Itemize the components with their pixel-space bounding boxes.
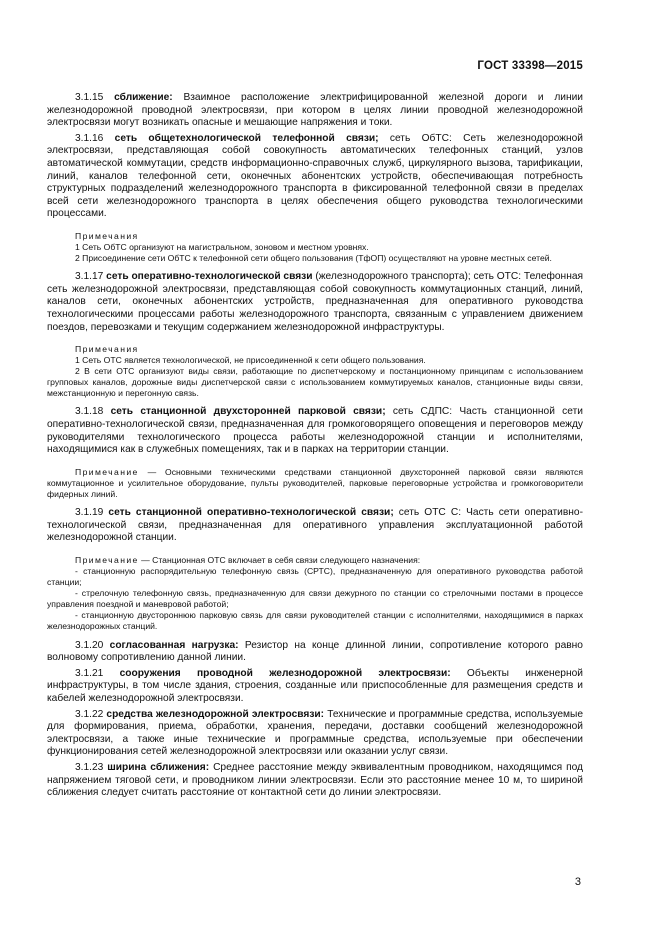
term-3-1-22: [47, 709, 583, 759]
note-text: — Станционная ОТС включает в себя связи следующего назначения:: [141, 554, 421, 565]
term-definition: (железнодорожного транспорта); сеть ОТС: Телефонная сеть железнодорожной электросвязи, представляющая собой совокупность коммутационных станций, линий, каналов сети, оконечных абонентских устройств, предназначенная для оперативного руководства технологическими процессами работы железнодорожного транспорта, связанным с управлением движением поездов, перевозками и текущим содержанием железнодорожной инфраструктуры.: [47, 271, 583, 333]
note-list-item: - станционную двустороннюю парковую связь для связи руководителей станции с исполнителями, находящимися в парках железнодорожных станций.: [47, 610, 583, 632]
notes-heading: Примечания: [75, 344, 139, 355]
page-number: 3: [574, 876, 581, 888]
term-title: сближение:: [114, 92, 173, 103]
note-list-item: - станционную распорядительную телефонную связь (СРТС), предназначенную для оперативного руководства работой станции;: [47, 566, 583, 588]
term-title: сеть станционной двухсторонней парковой связи;: [110, 406, 386, 418]
term-title: сеть оперативно-технологической связи: [106, 271, 313, 283]
notes-heading: Примечания: [75, 230, 139, 241]
term-title: сеть станционной оперативно-технологической связи;: [108, 507, 394, 519]
note-item: [47, 467, 583, 500]
term-definition: Объекты инженерной инфраструктуры, в том числе здания, строения, созданные или приспособленные для размещения средств и кабелей железнодорожной электросвязи.: [47, 667, 583, 704]
term-title: сеть общетехнологической телефонной связи;: [114, 132, 379, 144]
clause-number: 3.1.16: [75, 132, 104, 144]
note-item: 1 Сеть ОбТС организуют на магистральном, зоновом и местном уровнях.: [75, 241, 369, 252]
term-definition: сеть ОбТС: Сеть железнодорожной электросвязи, представляющая собой совокупность автоматических телефонных станций, узлов автоматической коммутации, средств информационно-справочных служб, циркулярного вызова, тарификации, линий, каналов телефонной сети, оконечных абонентских устройств, обеспечивающая потребность структурных подразделений железнодорожного транспорта в фиксированной телефонной связи в пределах всей сети железнодорожного транспорта в целях обеспечения общего руководства технологическими процессами.: [47, 132, 583, 220]
term-3-1-18: [47, 406, 583, 456]
term-3-1-15: [47, 92, 583, 130]
clause-number: 3.1.21: [75, 667, 104, 679]
term-definition: сеть СДПС: Часть станционной сети оперативно-технологической связи, предназначенная для громкоговорящего оповещения и переговоров между руководителями технологического процесса работы железнодорожной станции и исполнителями, находящимися как в служебных помещениях, так и в парках на территории станции.: [47, 406, 583, 456]
term-3-1-19: [47, 507, 583, 545]
term-3-1-23: [47, 762, 583, 800]
clause-number: 3.1.15: [75, 92, 104, 103]
term-3-1-16: [47, 133, 583, 221]
note-item: 2 В сети ОТС организуют виды связи, работающие по диспетчерскому и постанционному принципам с использованием групповых каналов, дорожные виды диспетчерской связи с использованием коммутируемых каналов, станционные виды связи, межстанционную и перегонную связь.: [47, 366, 583, 399]
term-definition: сеть ОТС С: Часть сети оперативно-технологической связи, предназначенная для оперативного управления эксплуатационной работой железнодорожной станции.: [47, 507, 583, 544]
page-content: [47, 92, 583, 803]
note-item: 2 Присоединение сети ОбТС к телефонной сети общего пользования (ТфОП) осуществляют на уровне местных сетей.: [75, 253, 552, 264]
term-3-1-21: [47, 668, 583, 706]
clause-number: 3.1.22: [75, 708, 104, 720]
term-definition: Резистор на конце длинной линии, сопротивление которого равно волновому сопротивлению данной линии.: [47, 639, 583, 664]
note-item: [47, 555, 583, 566]
clause-number: 3.1.17: [75, 271, 104, 283]
note-label: Примечание: [75, 554, 139, 565]
note-list-item: - стрелочную телефонную связь, предназначенную для связи дежурного по станции со стрелочными постами в процессе управления поездной и маневровой работой;: [47, 588, 583, 610]
term-definition: Среднее расстояние между эквивалентным проводником, находящимся под напряжением тяговой сети, и проводником линии электросвязи. Если это расстояние менее 10 м, то шириной сближения следует считать расстояние от контактной сети до линии электросвязи.: [47, 761, 583, 799]
clause-number: 3.1.19: [75, 507, 104, 519]
term-3-1-20: [47, 640, 583, 665]
term-definition: Технические и программные средства, используемые для формирования, приема, обработки, хранения, передачи, доставки сообщений железнодорожной электросвязи, а также иные технические и программные средства, используемые при обеспечении функционирования сетей железнодорожной электросвязи или оказании услуг связи.: [47, 708, 583, 758]
note-text: — Основными техническими средствами станционной двухсторонней парковой связи являются коммутационное и усилительное оборудование, пульты руководителей, парковые переговорные устройства и громкоговорители фидерных линий.: [47, 466, 584, 500]
term-title: ширина сближения:: [107, 761, 210, 773]
term-title: сооружения проводной железнодорожной электросвязи:: [119, 667, 451, 679]
term-definition: Взаимное расположение электрифицированной железной дороги и линии железнодорожной проводной электросвязи, при котором в целях линии проводной железнодорожной электросвязи могут возникать опасные и мешающие напряжения и токи.: [47, 92, 583, 129]
term-title: средства железнодорожной электросвязи:: [106, 708, 325, 720]
term-title: согласованная нагрузка:: [109, 639, 239, 651]
term-3-1-17: [47, 271, 583, 334]
note-label: Примечание: [75, 466, 139, 477]
standard-code: ГОСТ 33398—2015: [477, 60, 583, 72]
clause-number: 3.1.20: [75, 639, 104, 651]
clause-number: 3.1.23: [75, 761, 104, 773]
note-item: 1 Сеть ОТС является технологической, не присоединенной к сети общего пользования.: [75, 355, 426, 366]
clause-number: 3.1.18: [75, 406, 104, 418]
